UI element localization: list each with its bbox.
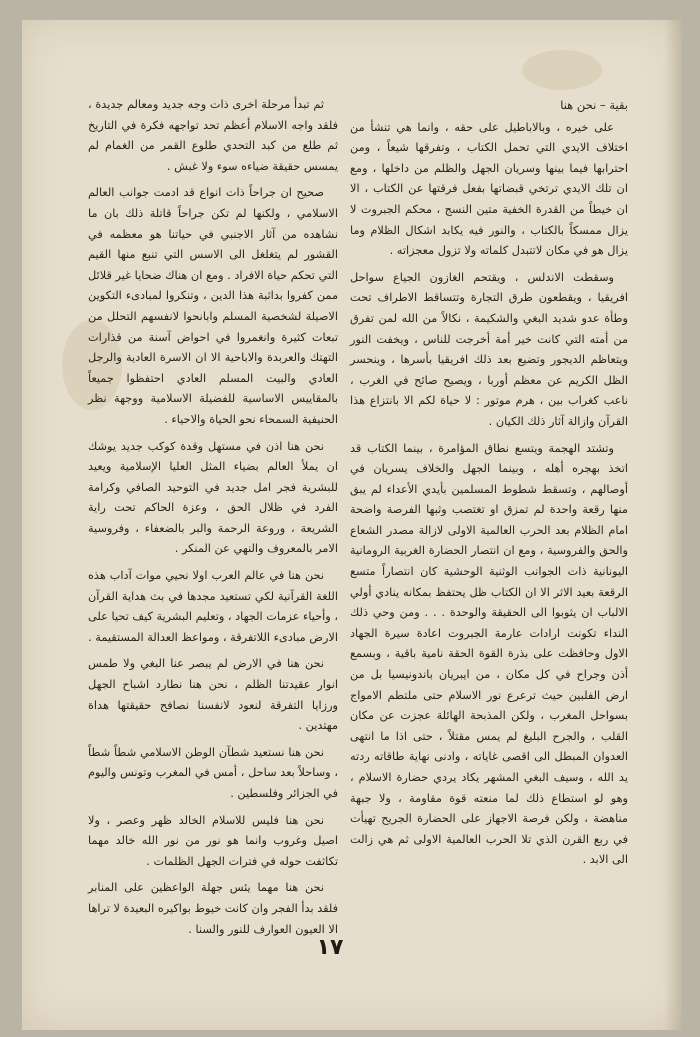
paragraph: نحن هنا فليس للاسلام الخالد ظهر وعصر ، ولا اصيل وغروب وانما هو نور من نور الله خالد مهما تكاثفت حوله في فترات الجهل الظلمات .: [88, 813, 338, 868]
paragraph: وتشتد الهجمة ويتسع نطاق المؤامرة ، بينما الكتاب قد اتخذ بهجره أهله ، وبينما الجهل والخلاف يسريان في أوصالهم ، وتسقط شطوط المسلمين بأيدي الأعداء لم يبق منها رقعة واحدة لم تمزق او تغتصب وثبها الفرصة واضحة امام الظلام بعد الحرب العالمية الاولى لازالة مصدر الشعاع والحق والفروسية ، ومع ان انتصار الحضارة الغربية الرومانية اليونانية ذات الجوانب الوثنية الوحشية كان انتصاراً متسع الرقعة بعيد الاثر الا ان الكتاب ظل يحتفظ بمكانه ينادي أولي الالباب ان يثوبوا الى الحقيقة والوحدة . . . ومن وحي ذلك النداء تكونت ارادات عارمة الجبروت اعادة سيرة الجهاد الاول وحافظت على بذرة القوة الحقة نامية باقية ، وبسمع أذن وجراح في كل مكان ، من ايبريان باندونيسيا بل من ارض الفلبين حيث ترعرع نور الاسلام حتى ملتطم الامواج بسواحل المغرب ، ولكن المذبحة الهائلة عجزت عن مكان القلب ، والجرح البليغ لم يمس مقتلاً ، حتى اذا ما انتهى العدوان المبطل الى اقصى غاياته ، وادنى نهاية طاقاته ردته يد الله ، وسيف البغي المشهر يكاد يردي حضارة الاسلام ، وهو لو استطاع ذلك لما منعته قوة مقاومة ، ولا جبهة مناهضة ، ولكن فرصة الاجهاز على الحضارة الجريح تهيأت في ربع القرن الذي تلا الحرب العالمية الاولى ثم هي زالت الى الابد .: [350, 441, 628, 867]
paragraph: نحن هنا في الارض لم يبصر عنا البغي ولا طمس انوار عقيدتنا الظلم ، نحن هنا نطارد اشباح الجهل ورزايا التفرقة لنعود لانفسنا نصافح حقيقتها هداة مهتدين .: [88, 657, 338, 733]
paragraph: نحن هنا في عالم العرب اولا نحيي موات آداب هذه اللغة القرآنية لكي تستعيد مجدها في بث هداية القرآن ، وأحياء عزمات الجهاد ، وتعليم البشرية كيف تحيا على الارض مبادىء اللاتفرقة ، ومواعظ العدالة المستقيمة .: [88, 569, 338, 644]
page-number: ١٧: [316, 935, 344, 960]
paragraph: صحيح ان جراحاً ذات انواع قد ادمت جوانب العالم الاسلامي ، ولكنها لم تكن جراحاً قاتلة ذلك بان ما نشاهده من آثار الاجنبي في حياتنا هو معظمه في القشور لم يتغلغل الى الاسس التي تنبع منها القيم التي تحكم حياة الافراد . ومع ان هناك ضحايا غير قلائل ممن كفروا بداثبة هذا الدين ، وتنكروا لمبادىء التكوين الاصيلة لشخصية المسلم وابانحوا لانفسهم التحلل من تبعات كثيرة وانغمروا في احواض آسنة من قذارات التهتك والعربدة والاباحية الا ان الاسرة العادية والرجل العادي والبيت المسلم العادي احتفظوا جميعاً بالمقاييس الاساسية للفضيلة الاسلامية ووجهة نظر الحنيفية السمحاء نحو الحياة والاحياء .: [88, 186, 338, 426]
paragraph: نحن هنا مهما يئس جهلة الواعظين على المنابر فلقد بدأ الفجر وان كانت خيوط بواكيره البعيدة لا تراها الا العيون العوارف للنور والسنا .: [88, 881, 338, 936]
paper-stain: [522, 50, 602, 90]
continuation-header: بقية – نحن هنا: [560, 98, 628, 112]
page-shadow-edge: [664, 20, 682, 1030]
paragraph: نحن هنا اذن في مستهل وقدة كوكب جديد يوشك ان يملأ العالم بضياء المثل العليا الإسلامية ويعيد للبشرية فجر امل جديد في التوحيد الصافي وكرامة الفرد في ظلال الحق ، وعزة الحاكم تحت راية الشريعة ، وروعة الرحمة والبر بالضعفاء ، وفروسية الامر بالمعروف والنهي عن المنكر .: [88, 439, 338, 556]
paragraph: ثم تبدأ مرحلة اخرى ذات وجه جديد ومعالم جديدة ، فلقد واجه الاسلام أعظم تحد تواجهه فكرة في التاريخ ثم طلع من كبد التحدي طلوع القمر من الغمام لم يمسس حقيقة ضياءه سوء ولا غبش .: [88, 98, 338, 173]
right-text-column: [350, 95, 628, 925]
left-text-column: [88, 95, 338, 936]
paragraph: وسقطت الاندلس ، ويقتحم الغازون الجياع سواحل افريقيا ، ويقطعون طرق التجارة وتتساقط الاطراف تحت وطأة عدو شديد البغي والشكيمة ، نكالاً من الله لمن تفرق من أمته التي كانت خير أمة أخرجت للناس ، ويخفت النور ويتعاظم الديجور وتضيع بعد ذلك افريقيا بأسرها ، وينحسر الظل الكريم عن معظم أوربا ، ويصيح صائح في الغرب ، ناعب كغراب بين ، هرم موتور : لا حياة لكم الا بانتزاع هذا القرآن وازالة آثار ذلك الكيان .: [350, 270, 628, 428]
paragraph: على خيره ، وبالاباطيل على حقه ، وانما هي تنشأ من اختلاف الايدي التي تحمل الكتاب ، وتفرقها شيعاً ، ومن احترابها فيما بينها وسريان الجهل والظلم من داخلها ، ومع ان تلك الايدي ترتخي قبضاتها بفعل فرقتها عن الكتاب ، الا ان خيطاً من القدرة الخفية متين النسج ، محكم الجبروت لا يزال ممسكاً بالكتاب ، والنور فيه يكابد اشكال الظلام وما يزال هو في مكان لاتتبدل كلماته ولا تزول معجزاته .: [350, 120, 628, 258]
paragraph: نحن هنا نستعيد شطآن الوطن الاسلامي شطاً شطاً ، وساحلاً بعد ساحل ، أمس في المغرب وتونس واليوم في الجزائر وفلسطين .: [88, 745, 338, 800]
